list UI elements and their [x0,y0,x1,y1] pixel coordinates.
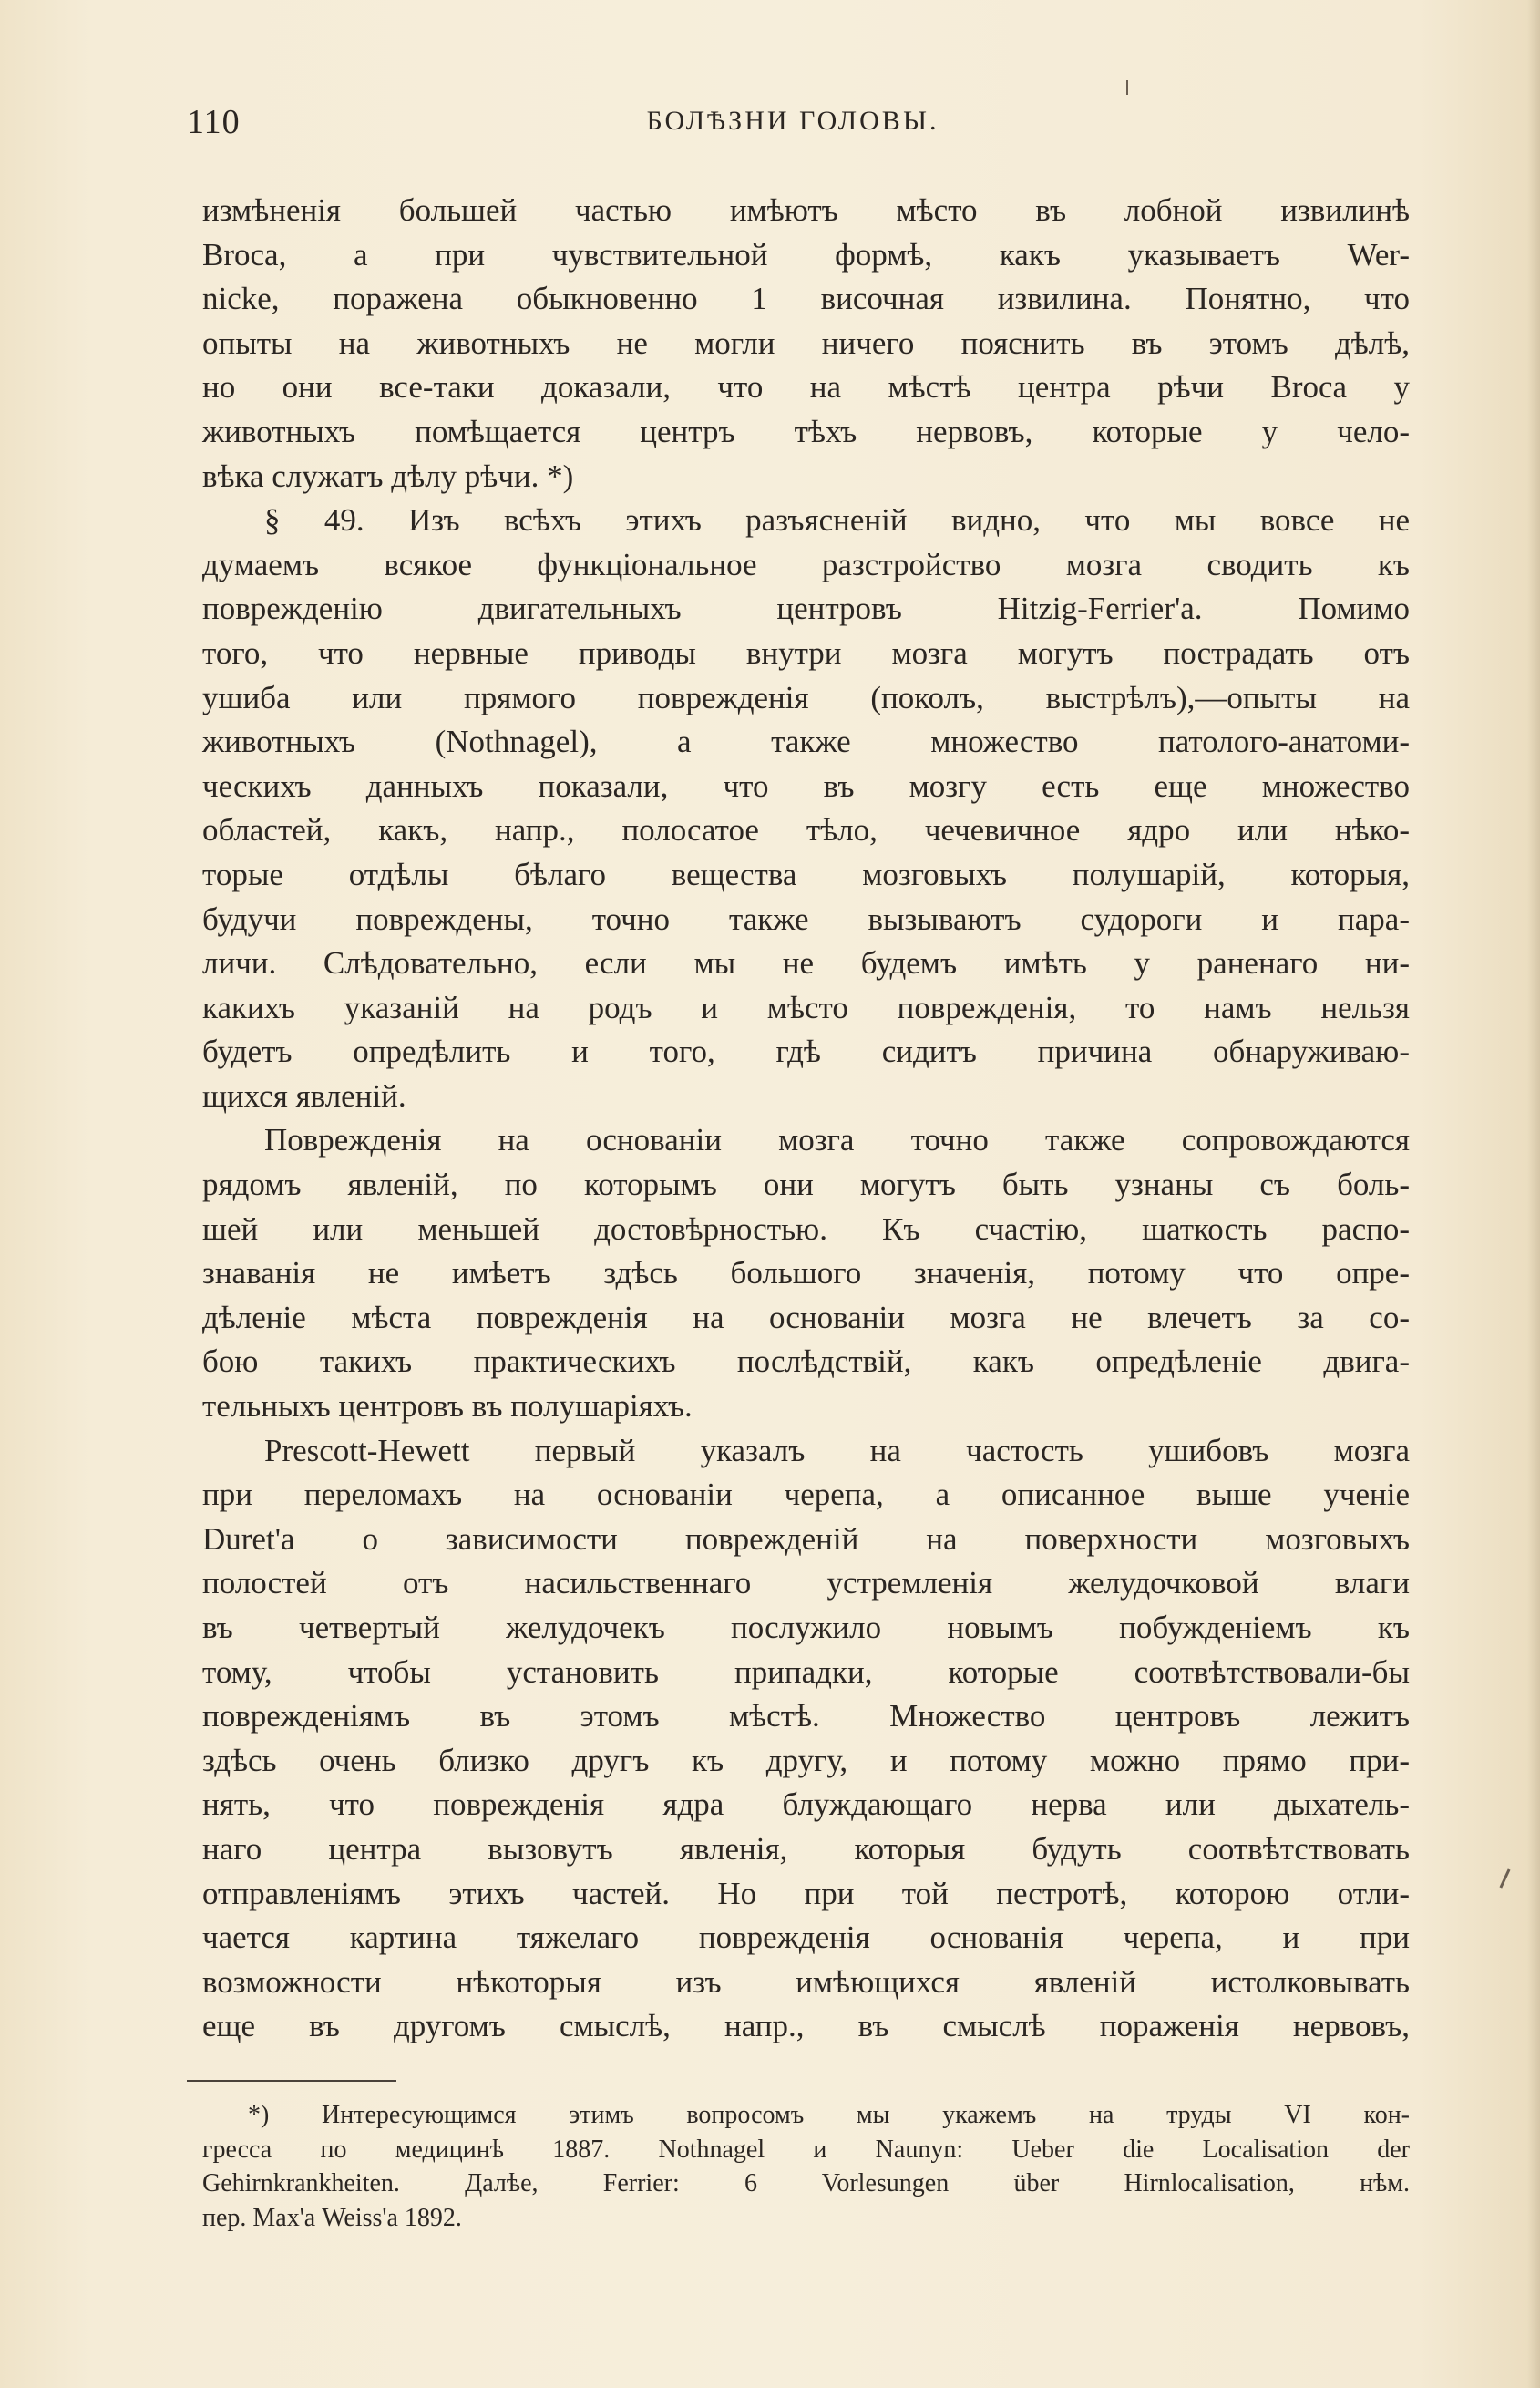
text-line: измѣненія большей частью имѣютъ мѣсто въ лобной извилинѣ [202,192,1410,228]
main-text [202,189,1410,2049]
text-line: Duret'а о зависимости поврежденій на поверхности мозговыхъ [202,1520,1410,1557]
text-line: возможности нѣкоторыя изъ имѣющихся явленій истолковывать [202,1963,1410,2000]
text-line: полостей отъ насильственнаго устремленія желудочковой влаги [202,1565,1410,1601]
page-number: 110 [187,103,241,141]
running-title: БОЛѢЗНИ ГОЛОВЫ. [646,106,939,136]
text-line: нять, что поврежденія ядра блуждающаго нерва или дыхатель- [202,1786,1410,1823]
paragraph-start: Prescott-Hewett первый указалъ на частость ушибовъ мозга [264,1432,1410,1468]
text-line: торые отдѣлы бѣлаго вещества мозговыхъ полушарій, которыя, [202,856,1410,892]
text-line: но они все-таки доказали, что на мѣстѣ центра рѣчи Broca у [202,369,1410,406]
text-line: бою такихъ практическихъ послѣдствій, какъ опредѣленіе двига- [202,1343,1410,1380]
text-line: животныхъ помѣщается центръ тѣхъ нервовъ, которые у чело- [202,413,1410,449]
text-line: отправленіямъ этихъ частей. Но при той пестротѣ, которою отли- [202,1875,1410,1911]
section-49-start: § 49. Изъ всѣхъ этихъ разъясненій видно, что мы вовсе не [264,502,1410,539]
text-line: тому, чтобы установить припадки, которые соотвѣтствовали-бы [202,1653,1410,1690]
text-line: чается картина тяжелаго поврежденія основанія черепа, и при [202,1920,1410,1956]
margin-mark [1126,80,1128,95]
text-line: поврежденію двигательныхъ центровъ Hitzig-Ferrier'а. Помимо [202,591,1410,627]
text-line: вѣка служатъ дѣлу рѣчи. *) [202,458,574,494]
text-line: дѣленіе мѣста поврежденія на основаніи мозга не влечетъ за со- [202,1299,1410,1335]
text-line: въ четвертый желудочекъ послужило новымъ побужденіемъ къ [202,1610,1410,1645]
text-line: животныхъ (Nothnagel), а также множество патолого-анатоми- [202,724,1410,760]
text-line: ческихъ данныхъ показали, что въ мозгу есть еще множество [202,767,1410,804]
text-line: личи. Слѣдовательно, если мы не будемъ имѣть у раненаго ни- [202,945,1410,982]
text-line: при переломахъ на основаніи черепа, а описанное выше ученіе [202,1477,1410,1513]
text-line: опыты на животныхъ не могли ничего пояснить въ этомъ дѣлѣ, [202,324,1410,361]
footnote-divider [187,2080,396,2082]
text-line: nicke, поражена обыкновенно 1 височная извилина. Понятно, что [202,281,1410,317]
paragraph-start: Поврежденія на основаніи мозга точно также сопровождаются [264,1122,1410,1158]
footnote [202,2098,1410,2235]
text-line: какихъ указаній на родъ и мѣсто поврежденія, то намъ нельзя [202,989,1410,1025]
text-line: будетъ опредѣлить и того, гдѣ сидитъ причина обнаруживаю- [202,1034,1410,1070]
text-line: шей или меньшей достовѣрностью. Къ счастію, шаткость распо- [202,1210,1410,1247]
text-line: будучи повреждены, точно также вызываютъ судороги и пара- [202,901,1410,937]
footnote-line: *) Интересующимся этимъ вопросомъ мы укажемъ на труды VI кон- [248,2101,1410,2129]
footnote-line: пер. Max'а Weiss'а 1892. [202,2203,462,2232]
text-line: того, что нервные приводы внутри мозга могутъ пострадать отъ [202,634,1410,671]
text-line: ушиба или прямого поврежденія (поколъ, выстрѣлъ),—опыты на [202,679,1410,715]
text-line: областей, какъ, напр., полосатое тѣло, чечевичное ядро или нѣко- [202,812,1410,849]
text-line: думаемъ всякое функціональное разстройство мозга сводить къ [202,546,1410,582]
text-line: Broca, а при чувствительной формѣ, какъ указываетъ Wer- [202,236,1410,273]
text-line: еще въ другомъ смыслѣ, напр., въ смыслѣ пораженія нервовъ, [202,2008,1410,2044]
margin-mark [1499,1868,1510,1888]
text-line: наго центра вызовутъ явленія, которыя будуть соотвѣтствовать [202,1830,1410,1867]
text-line: знаванія не имѣетъ здѣсь большого значенія, потому что опре- [202,1255,1410,1292]
footnote-line: гресса по медицинѣ 1887. Nothnagel и Naunyn: Ueber die Localisation der [202,2135,1410,2164]
text-line: щихся явленій. [202,1077,406,1114]
page-edge-shadow [1527,0,1540,2388]
footnote-line: Gehirnkrankheiten. Далѣе, Ferrier: 6 Vorlesungen über Hirnlocalisation, нѣм. [202,2169,1410,2198]
text-line: тельныхъ центровъ въ полушаріяхъ. [202,1388,693,1425]
page-header [187,102,1399,148]
text-line: здѣсь очень близко другъ къ другу, и потому можно прямо при- [202,1742,1410,1778]
text-line: рядомъ явленій, по которымъ они могутъ быть узнаны съ боль- [202,1167,1410,1203]
text-line: поврежденіямъ въ этомъ мѣстѣ. Множество центровъ лежитъ [202,1698,1410,1734]
